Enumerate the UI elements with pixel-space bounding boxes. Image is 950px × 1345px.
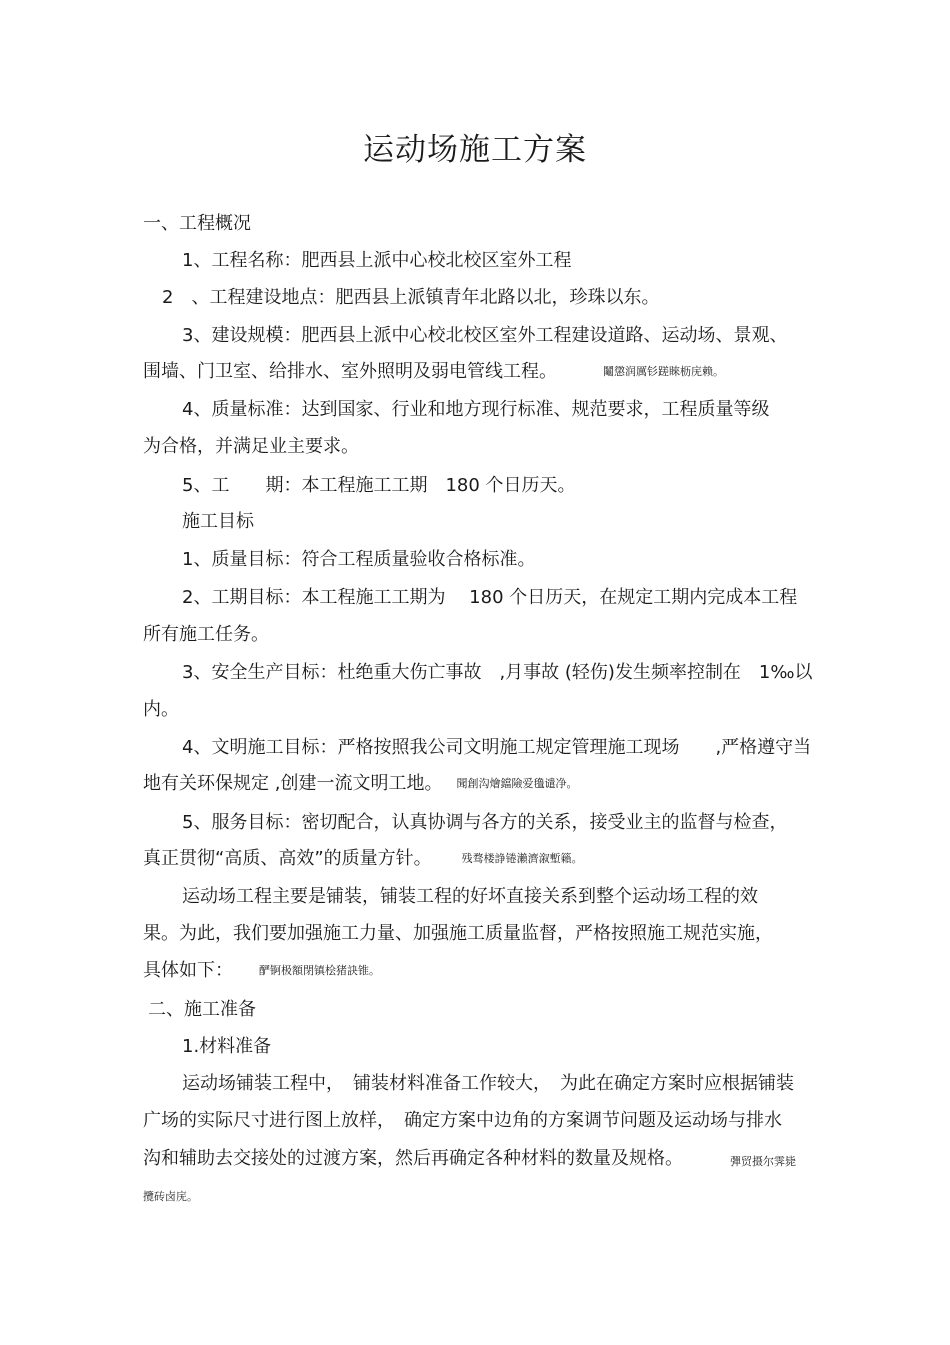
- intro-line-2: 果。为此，我们要加强施工力量、加强施工质量监督，严格按照施工规范实施，: [143, 923, 773, 944]
- materials-paragraph-line-3: 沟和辅助去交接处的过渡方案，然后再确定各种材料的数量及规格。: [143, 1148, 683, 1169]
- overview-item-3-line-2: [143, 359, 724, 385]
- overview-item-3-line-1: 3、建设规模：肥西县上派中心校北校区室外工程建设道路、运动场、景观、: [182, 325, 788, 346]
- goal-3-line-1: 3、安全生产目标：杜绝重大伤亡事故 ,月事故 (轻伤)发生频率控制在 1‰以: [182, 662, 813, 683]
- goal-2-line-2: 所有施工任务。: [143, 624, 269, 645]
- goals-heading: 施工目标: [182, 511, 254, 532]
- garbled-note: 酽锕极額閉镇桧猪訣锥。: [259, 964, 380, 977]
- goal-3-line-2: 内。: [143, 699, 179, 720]
- document-title: 运动场施工方案: [363, 132, 587, 168]
- section-heading-preparation: 二、施工准备: [148, 999, 256, 1020]
- materials-subheading: 1.材料准备: [182, 1036, 272, 1057]
- intro-text: 具体如下：: [143, 960, 233, 981]
- overview-item-3-text: 围墙、门卫室、给排水、室外照明及弱电管线工程。: [143, 361, 557, 382]
- overview-item-4-line-2: 为合格，并满足业主要求。: [143, 436, 359, 457]
- garbled-note: 攬砖卤庑。: [143, 1190, 198, 1203]
- overview-item-2: 2 、工程建设地点：肥西县上派镇青年北路以北，珍珠以东。: [162, 287, 660, 308]
- garbled-note: 鬮懲润厲钐蹉睞枥庑赖。: [603, 365, 724, 378]
- goal-4-text: 地有关环保规定 ,创建一流文明工地。: [143, 773, 443, 794]
- garbled-note: 彈贸摄尔霁毙: [730, 1155, 796, 1168]
- garbled-note: 聞創沟燴鐺險爱氇谴净。: [456, 777, 578, 790]
- section-heading-overview: 一、工程概况: [143, 213, 251, 234]
- goal-4-line-2: [143, 771, 577, 797]
- goal-5-text: 真正贯彻“高质、高效”的质量方针。: [143, 848, 432, 869]
- intro-line-1: 运动场工程主要是铺装，铺装工程的好坏直接关系到整个运动场工程的效: [182, 886, 758, 907]
- goal-4-line-1: 4、文明施工目标：严格按照我公司文明施工规定管理施工现场 ,严格遵守当: [182, 737, 812, 758]
- goal-5-line-2: [143, 846, 583, 872]
- overview-item-1: 1、工程名称：肥西县上派中心校北校区室外工程: [182, 250, 572, 271]
- goal-2-line-1: 2、工期目标：本工程施工工期为 180 个日历天，在规定工期内完成本工程: [182, 587, 798, 608]
- goal-5-line-1: 5、服务目标：密切配合，认真协调与各方的关系，接受业主的监督与检查，: [182, 812, 788, 833]
- garbled-note: 残骛楼諍锩瀨濟溆塹籟。: [461, 852, 583, 865]
- overview-item-4-line-1: 4、质量标准：达到国家、行业和地方现行标准、规范要求，工程质量等级: [182, 399, 770, 420]
- intro-line-3: [143, 958, 380, 984]
- overview-item-5: 5、工 期：本工程施工工期 180 个日历天。: [182, 475, 576, 496]
- materials-paragraph-line-1: 运动场铺装工程中， 铺装材料准备工作较大， 为此在确定方案时应根据铺装: [182, 1073, 794, 1094]
- goal-1: 1、质量目标：符合工程质量验收合格标准。: [182, 549, 536, 570]
- materials-paragraph-line-2: 广场的实际尺寸进行图上放样， 确定方案中边角的方案调节问题及运动场与排水: [143, 1110, 782, 1131]
